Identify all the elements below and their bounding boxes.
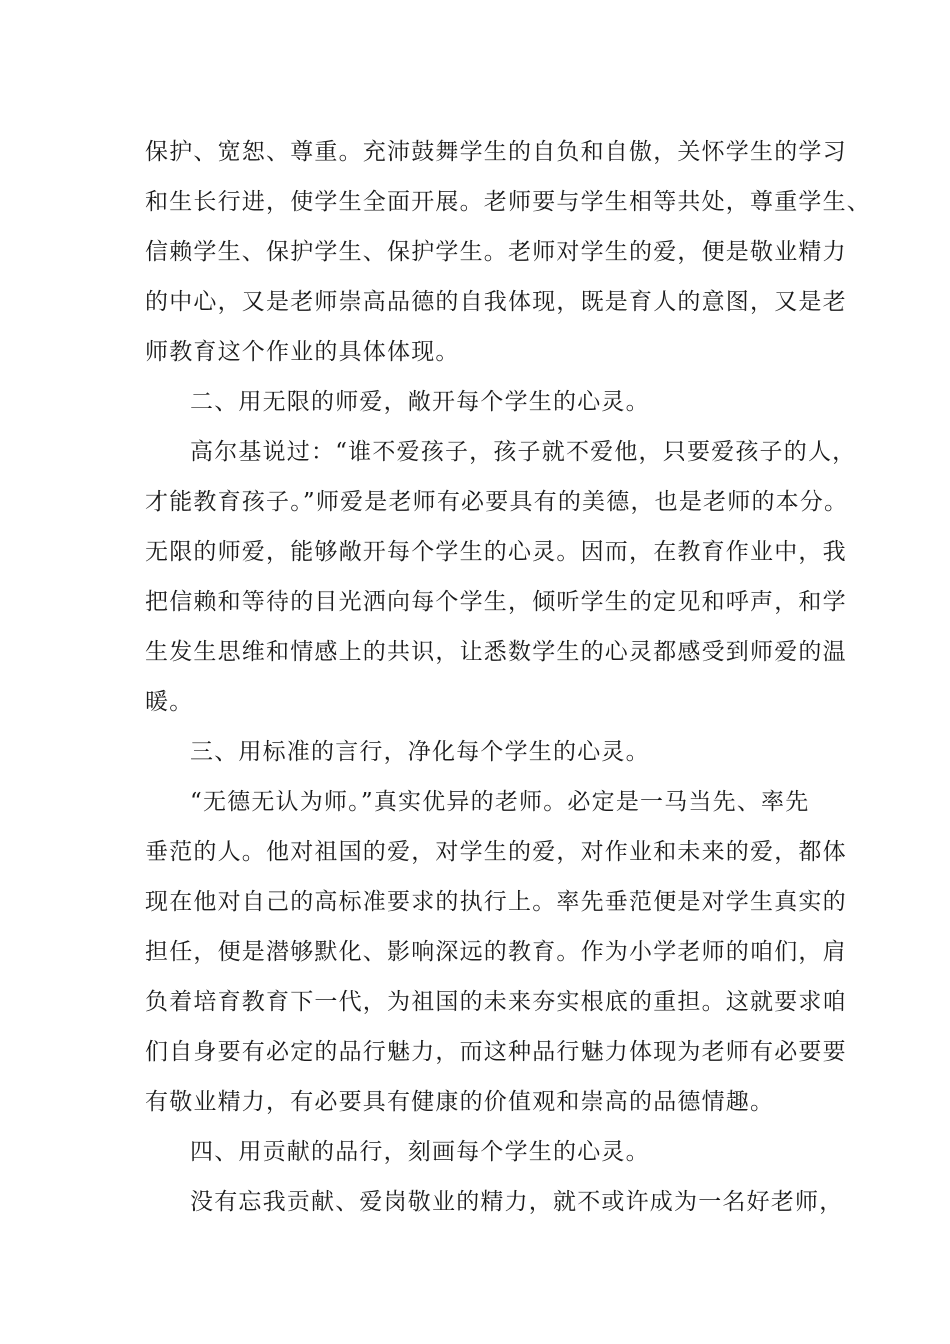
body-text-line: 高尔基说过：“谁不爱孩子，孩子就不爱他，只要爱孩子的人， [190,439,857,465]
body-text-line: 师教育这个作业的具体体现。 [145,339,460,365]
body-text-line: 暖。 [145,689,194,715]
body-text-line: 没有忘我贡献、爱岗敬业的精力，就不或许成为一名好老师， [190,1189,844,1215]
body-text-line: “无德无认为师。”真实优异的老师。必定是一马当先、率先 [190,789,810,815]
body-text-line: 担任，便是潜够默化、影响深远的教育。作为小学老师的咱们，肩 [145,939,847,965]
body-text-line: 们自身要有必定的品行魅力，而这种品行魅力体现为老师有必要要 [145,1039,847,1065]
section-heading: 二、用无限的师爱，敞开每个学生的心灵。 [190,389,650,415]
body-text-line: 的中心，又是老师崇高品德的自我体现，既是育人的意图，又是老 [145,289,847,315]
body-text-line: 信赖学生、保护学生、保护学生。老师对学生的爱，便是敬业精力 [145,239,847,265]
body-text-line: 有敬业精力，有必要具有健康的价值观和崇高的品德情趣。 [145,1089,775,1115]
section-heading: 三、用标准的言行，净化每个学生的心灵。 [190,739,650,765]
body-text-line: 现在他对自己的高标准要求的执行上。率先垂范便是对学生真实的 [145,889,847,915]
body-text-line: 负着培育教育下一代，为祖国的未来夯实根底的重担。这就要求咱 [145,989,847,1015]
body-text-line: 和生长行进，使学生全面开展。老师要与学生相等共处，尊重学生、 [145,189,871,215]
body-text-line: 保护、宽恕、尊重。充沛鼓舞学生的自负和自傲，关怀学生的学习 [145,139,847,165]
section-heading: 四、用贡献的品行，刻画每个学生的心灵。 [190,1139,650,1165]
body-text-line: 生发生思维和情感上的共识，让悉数学生的心灵都感受到师爱的温 [145,639,847,665]
body-text-line: 垂范的人。他对祖国的爱，对学生的爱，对作业和未来的爱，都体 [145,839,847,865]
body-text-line: 才能教育孩子。”师爱是老师有必要具有的美德，也是老师的本分。 [145,489,849,515]
body-text-line: 无限的师爱，能够敞开每个学生的心灵。因而，在教育作业中，我 [145,539,847,565]
body-text-line: 把信赖和等待的目光洒向每个学生，倾听学生的定见和呼声，和学 [145,589,847,615]
